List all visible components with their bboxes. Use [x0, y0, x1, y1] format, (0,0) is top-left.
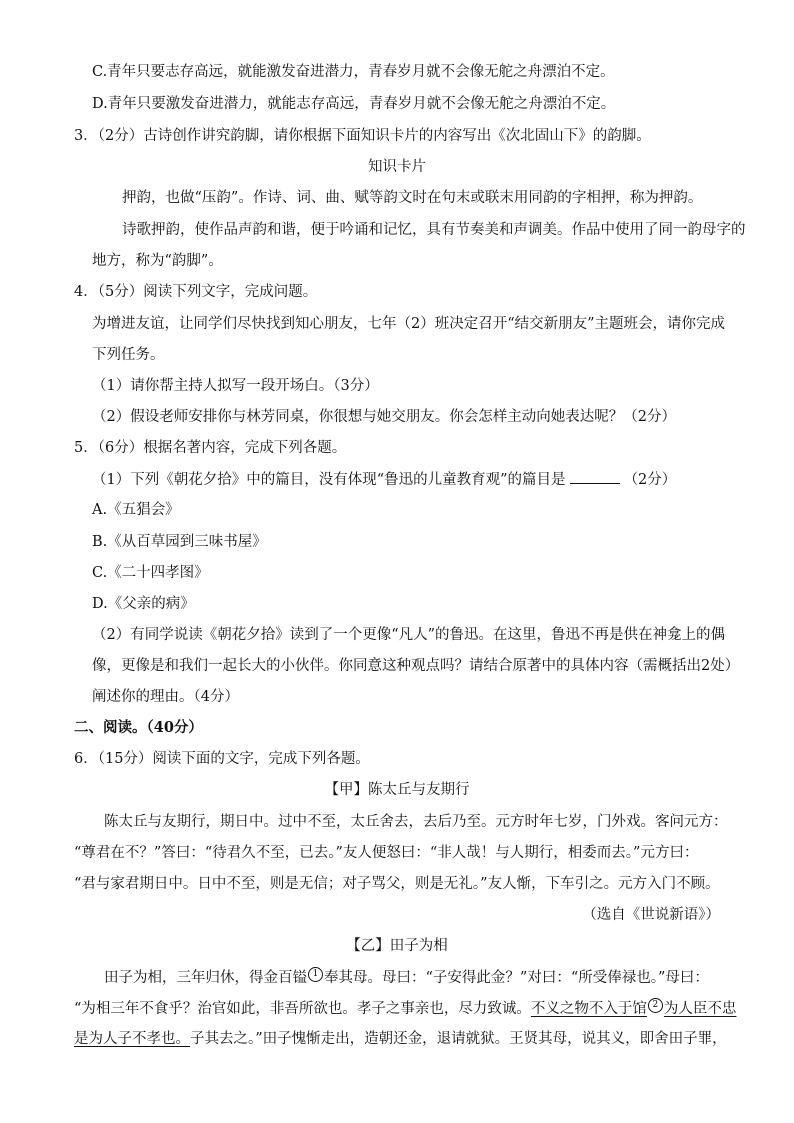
question-5-1	[92, 469, 676, 490]
passage-yi-text: “为相三年不食乎？治官如此，非吾所欲也。孝子之事亲也，尽力致诚。	[74, 1000, 531, 1017]
question-5-1-stem: （1）下列《朝花夕拾》中的篇目，没有体现“鲁迅的儿童教育观”的篇目是	[92, 472, 566, 488]
passage-yi-line-1	[104, 967, 709, 988]
question-5-2-cont2: 阐述你的理由。（4分）	[92, 689, 239, 705]
question-4: 4．（5分）阅读下列文字，完成问题。	[74, 284, 318, 300]
knowledge-card-para-2: 诗歌押韵，使作品声韵和谐，便于吟诵和记忆，具有节奏美和声调美。作品中使用了同一韵母字的	[122, 222, 746, 238]
question-4-text: 为增进友谊，让同学们尽快找到知心朋友，七年（2）班决定召开“结交新朋友”主题班会，请你完成	[92, 316, 726, 332]
question-5-option-a: A.《五猖会》	[92, 502, 180, 518]
question-3: 3．（2分）古诗创作讲究韵脚，请你根据下面知识卡片的内容写出《次北固山下》的韵脚。	[74, 128, 651, 144]
underlined-sentence-end: 是为人子不孝也。	[74, 1031, 190, 1047]
question-5: 5．（6分）根据名著内容，完成下列各题。	[74, 440, 347, 456]
passage-jia-line-1: 陈太丘与友期行，期日中。过中不至，太丘舍去，去后乃至。元方时年七岁，门外戏。客问元方：	[104, 814, 728, 830]
question-5-2: （2）有同学说读《朝花夕拾》读到了一个更像“凡人”的鲁迅。在这里，鲁迅不再是供在神龛上的偶	[92, 627, 726, 643]
passage-yi-line-3	[74, 1029, 727, 1049]
footnote-marker-1: 1	[308, 967, 323, 982]
question-4-2: （2）假设老师安排你与林芳同桌，你很想与她交朋友。你会怎样主动向她表达呢？（2分）	[92, 409, 676, 425]
knowledge-card-title: 知识卡片	[368, 159, 426, 175]
question-5-1-score: （2分）	[623, 472, 677, 488]
passage-yi-text: 奉其母。母曰：“子安得此金？”对曰：“所受俸禄也。”母曰：	[324, 969, 709, 986]
underlined-sentence-cont: 为人臣不忠	[663, 1000, 737, 1017]
question-5-option-c: C.《二十四孝图》	[92, 565, 209, 581]
passage-jia-line-3: “君与家君期日中。日中不至，则是无信；对子骂父，则是无礼。”友人惭，下车引之。元方入门不顾。	[74, 876, 720, 892]
question-5-2-cont: 像，更像是和我们一起长大的小伙伴。你同意这种观点吗？请结合原著中的具体内容（需概括出2处）	[92, 658, 740, 674]
passage-yi-title: 【乙】田子为相	[346, 938, 448, 954]
passage-jia-source: （选自《世说新语》）	[582, 907, 720, 923]
section-2-heading: 二、阅读。（40分）	[74, 719, 203, 736]
underlined-sentence: 不义之物不入于馆	[530, 1000, 647, 1017]
answer-blank[interactable]	[570, 469, 620, 484]
question-5-option-d: D.《父亲的病》	[92, 596, 195, 612]
footnote-marker-2: 2	[648, 998, 663, 1013]
knowledge-card-para-1: 押韵，也做“压韵”。作诗、词、曲、赋等韵文时在句末或联末用同韵的字相押，称为押韵。	[122, 190, 703, 206]
question-5-option-b: B.《从百草园到三味书屋》	[92, 534, 267, 550]
passage-yi-line-2	[74, 998, 736, 1019]
question-4-text-cont: 下列任务。	[92, 347, 165, 363]
option-d: D.青年只要激发奋进潜力，就能志存高远，青春岁月就不会像无舵之舟漂泊不定。	[92, 96, 616, 112]
passage-jia-line-2: “尊君在不？”答曰：“待君久不至，已去。”友人便怒曰：“非人哉！与人期行，相委而去。”元方曰：	[74, 845, 699, 861]
knowledge-card-para-2-cont: 地方，称为“韵脚”。	[92, 253, 223, 269]
passage-yi-text: 子其去之。”田子愧惭走出，造朝还金，退请就狱。王贤其母，说其义，即舍田子罪，	[190, 1031, 727, 1047]
option-c: C.青年只要志存高远，就能激发奋进潜力，青春岁月就不会像无舵之舟漂泊不定。	[92, 64, 615, 80]
question-6: 6．（15分）阅读下面的文字，完成下列各题。	[74, 751, 370, 767]
passage-jia-title: 【甲】陈太丘与友期行	[324, 782, 470, 798]
passage-yi-text: 田子为相，三年归休，得金百镒	[104, 969, 307, 986]
question-4-1: （1）请你帮主持人拟写一段开场白。（3分）	[92, 378, 379, 394]
